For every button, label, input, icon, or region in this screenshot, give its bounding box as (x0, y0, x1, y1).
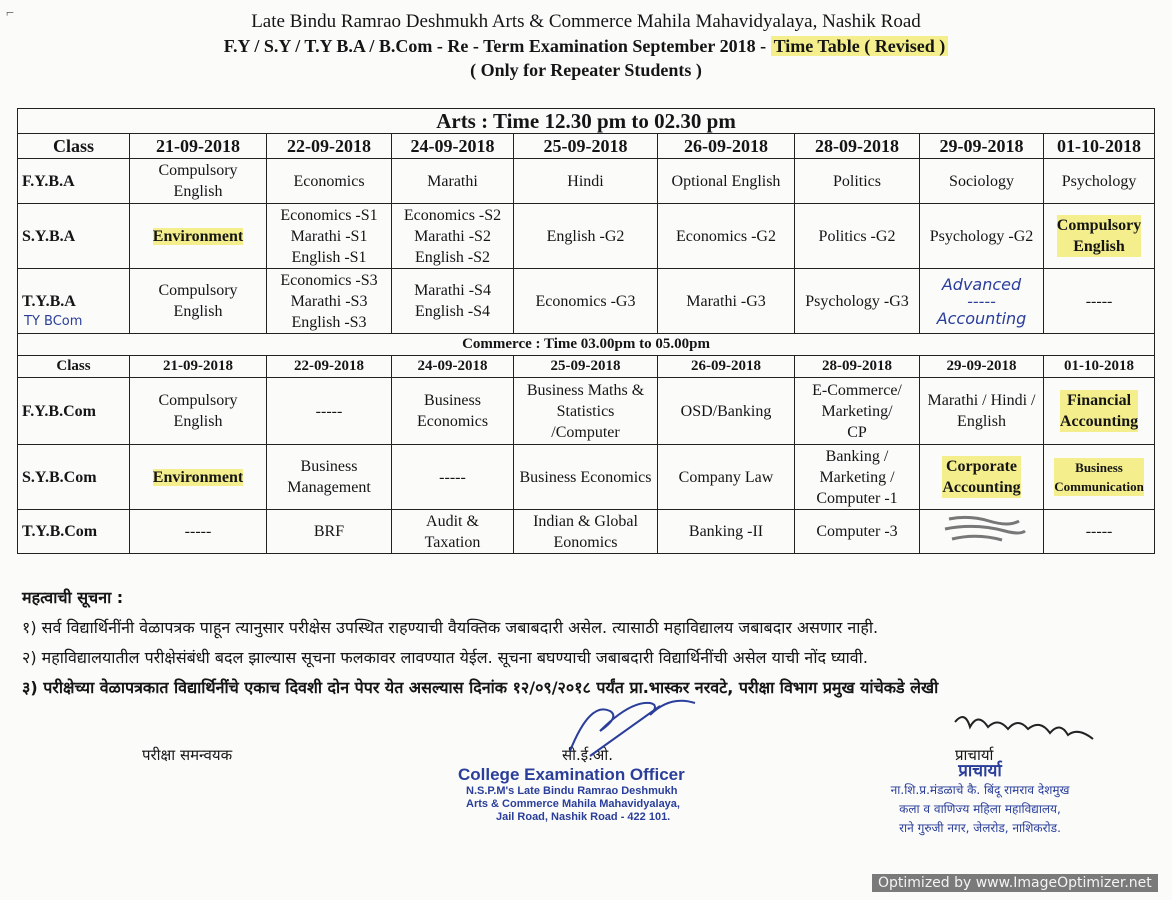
watermark: Optimized by www.ImageOptimizer.net (872, 874, 1158, 892)
highlighted-subject: Environment (152, 227, 244, 245)
date-header: 29-09-2018 (920, 356, 1044, 378)
exam-cell: ----- (1044, 269, 1155, 334)
college-name: Late Bindu Ramrao Deshmukh Arts & Commerce Mahila Mahavidyalaya, Nashik Road (251, 11, 921, 32)
note-item: २) महाविद्यालयातील परीक्षेसंबंधी बदल झाल्यास सूचना फलकावर लावण्यात येईल. सूचना बघण्याची जबाबदारी विद्यार्थिनींची असेल याची नोंद घ्यावी. (22, 648, 868, 667)
date-header: 29-09-2018 (920, 134, 1044, 159)
exam-cell: OSD/Banking (658, 378, 795, 445)
revised-label: Time Table ( Revised ) (771, 36, 949, 56)
date-header: 22-09-2018 (267, 134, 392, 159)
exam-cell: Economics (267, 159, 392, 204)
coordinator-label: परीक्षा समन्वयक (142, 746, 233, 764)
principal-stamp (855, 762, 1105, 838)
class-label: F.Y.B.Com (18, 378, 130, 445)
ceo-label: सी.ई.ओ. (562, 746, 614, 764)
class-label (18, 269, 130, 334)
highlighted-subject: Corporate Accounting (942, 458, 1021, 496)
scribbled-cell (920, 510, 1044, 554)
exam-cell: ----- (1044, 510, 1155, 554)
timetable (17, 108, 1155, 554)
exam-cell: Compulsory English (130, 159, 267, 204)
handwritten-note: TY BCom (24, 313, 83, 329)
exam-title (0, 34, 1172, 58)
exam-cell: Compulsory English (130, 269, 267, 334)
principal-label: प्राचार्या (955, 746, 994, 764)
exam-cell: Politics (795, 159, 920, 204)
exam-cell: Business Economics (514, 445, 658, 510)
date-header: 22-09-2018 (267, 356, 392, 378)
exam-cell: Economics -S3 Marathi -S3 English -S3 (267, 269, 392, 334)
exam-cell: ----- (130, 510, 267, 554)
exam-cell: Indian & Global Eonomics (514, 510, 658, 554)
class-label: F.Y.B.A (18, 159, 130, 204)
exam-cell: BRF (267, 510, 392, 554)
exam-cell: Marathi (392, 159, 514, 204)
exam-cell: English -G2 (514, 204, 658, 269)
class-label: S.Y.B.A (18, 204, 130, 269)
date-header: 26-09-2018 (658, 356, 795, 378)
date-header: 28-09-2018 (795, 134, 920, 159)
exam-cell: Economics -G2 (658, 204, 795, 269)
exam-cell: Marathi / Hindi / English (920, 378, 1044, 445)
exam-cell (1044, 204, 1155, 269)
ceo-stamp-title: College Examination Officer (458, 765, 685, 784)
date-header: 21-09-2018 (130, 356, 267, 378)
table-row-tybcom (18, 510, 1155, 554)
note-item: ३) परीक्षेच्या वेळापत्रकात विद्यार्थिनींचे एकाच दिवशी दोन पेपर येत असल्यास दिनांक १२/०९/२०१८ पर्यंत प्रा.भास्कर नरवटे, परीक्षा विभाग प्रमुख यांचेकडे लेखी (22, 678, 939, 697)
exam-cell: Compulsory English (130, 378, 267, 445)
exam-cell: Politics -G2 (795, 204, 920, 269)
note-item: १) सर्व विद्यार्थिनींनी वेळापत्रक पाहून त्यानुसार परीक्षेस उपस्थित राहण्याची वैयक्तिक जबाबदारी असेल. त्यासाठी महाविद्यालय जबाबदार असणार नाही. (22, 618, 879, 637)
highlighted-subject: Compulsory English (1056, 217, 1142, 255)
scribble-mark (927, 511, 1037, 547)
principal-stamp-line: राने गुरुजी नगर, जेलरोड, नाशिकरोड. (899, 821, 1061, 835)
exam-cell (1044, 378, 1155, 445)
exam-cell: Marathi -G3 (658, 269, 795, 334)
date-header: 26-09-2018 (658, 134, 795, 159)
table-row-sybcom (18, 445, 1155, 510)
document-header (0, 10, 1172, 82)
commerce-header-row (18, 356, 1155, 378)
exam-cell: Sociology (920, 159, 1044, 204)
ceo-stamp-line: Jail Road, Nashik Road - 422 101. (496, 811, 671, 823)
ceo-signature (560, 696, 700, 766)
exam-cell: ----- (267, 378, 392, 445)
exam-cell: Company Law (658, 445, 795, 510)
exam-cell (1044, 445, 1155, 510)
exam-cell: Business Economics (392, 378, 514, 445)
exam-cell: Advanced ----- Accounting (920, 269, 1044, 334)
date-header: 28-09-2018 (795, 356, 920, 378)
corner-mark: ⌐ (6, 6, 14, 21)
exam-cell (130, 204, 267, 269)
class-label: S.Y.B.Com (18, 445, 130, 510)
exam-cell: Banking -II (658, 510, 795, 554)
principal-stamp-line: ना.शि.प्र.मंडळाचे कै. बिंदू रामराव देशमुख (890, 783, 1070, 797)
highlighted-subject: Business Communication (1054, 459, 1144, 494)
table-row-tyba (18, 269, 1155, 334)
exam-cell: E-Commerce/ Marketing/ CP (795, 378, 920, 445)
date-header: 25-09-2018 (514, 134, 658, 159)
ceo-stamp-line: Arts & Commerce Mahila Mahavidyalaya, (466, 798, 680, 810)
date-header: 24-09-2018 (392, 134, 514, 159)
date-header: 25-09-2018 (514, 356, 658, 378)
commerce-section-title: Commerce : Time 03.00pm to 05.00pm (18, 334, 1155, 356)
class-label: T.Y.B.Com (18, 510, 130, 554)
repeater-note: ( Only for Repeater Students ) (470, 60, 702, 80)
class-header: Class (18, 134, 130, 159)
arts-header-row (18, 134, 1155, 159)
date-header: 21-09-2018 (130, 134, 267, 159)
exam-cell: Hindi (514, 159, 658, 204)
exam-cell: Business Maths & Statistics /Computer (514, 378, 658, 445)
table-row-fyba (18, 159, 1155, 204)
exam-cell: Computer -3 (795, 510, 920, 554)
ceo-stamp (458, 765, 685, 824)
exam-cell: Audit & Taxation (392, 510, 514, 554)
exam-cell: Psychology (1044, 159, 1155, 204)
exam-cell: Marathi -S4 English -S4 (392, 269, 514, 334)
highlighted-subject: Environment (152, 468, 244, 486)
date-header: 01-10-2018 (1044, 134, 1155, 159)
table-row-syba (18, 204, 1155, 269)
exam-cell: Optional English (658, 159, 795, 204)
exam-cell: Psychology -G2 (920, 204, 1044, 269)
principal-signature (950, 702, 1110, 742)
principal-stamp-line: कला व वाणिज्य महिला महाविद्यालय, (899, 802, 1061, 816)
exam-cell: ----- (392, 445, 514, 510)
exam-cell (920, 445, 1044, 510)
important-notes (22, 583, 938, 703)
exam-cell (130, 445, 267, 510)
exam-cell: Economics -S1 Marathi -S1 English -S1 (267, 204, 392, 269)
principal-stamp-title: प्राचार्या (958, 761, 1002, 781)
ceo-stamp-line: N.S.P.M's Late Bindu Ramrao Deshmukh (466, 785, 678, 797)
table-row-fybcom (18, 378, 1155, 445)
class-header: Class (18, 356, 130, 378)
date-header: 24-09-2018 (392, 356, 514, 378)
exam-cell: Psychology -G3 (795, 269, 920, 334)
exam-cell: Economics -S2 Marathi -S2 English -S2 (392, 204, 514, 269)
notes-title: महत्वाची सूचना : (22, 588, 124, 607)
arts-section-title: Arts : Time 12.30 pm to 02.30 pm (18, 109, 1155, 134)
class-label-text: T.Y.B.A (22, 292, 76, 310)
exam-cell: Economics -G3 (514, 269, 658, 334)
exam-cell: Business Management (267, 445, 392, 510)
highlighted-subject: Financial Accounting (1059, 392, 1139, 430)
exam-cell: Banking / Marketing / Computer -1 (795, 445, 920, 510)
exam-title-text: F.Y / S.Y / T.Y B.A / B.Com - Re - Term Examination September 2018 - (223, 36, 771, 56)
date-header: 01-10-2018 (1044, 356, 1155, 378)
